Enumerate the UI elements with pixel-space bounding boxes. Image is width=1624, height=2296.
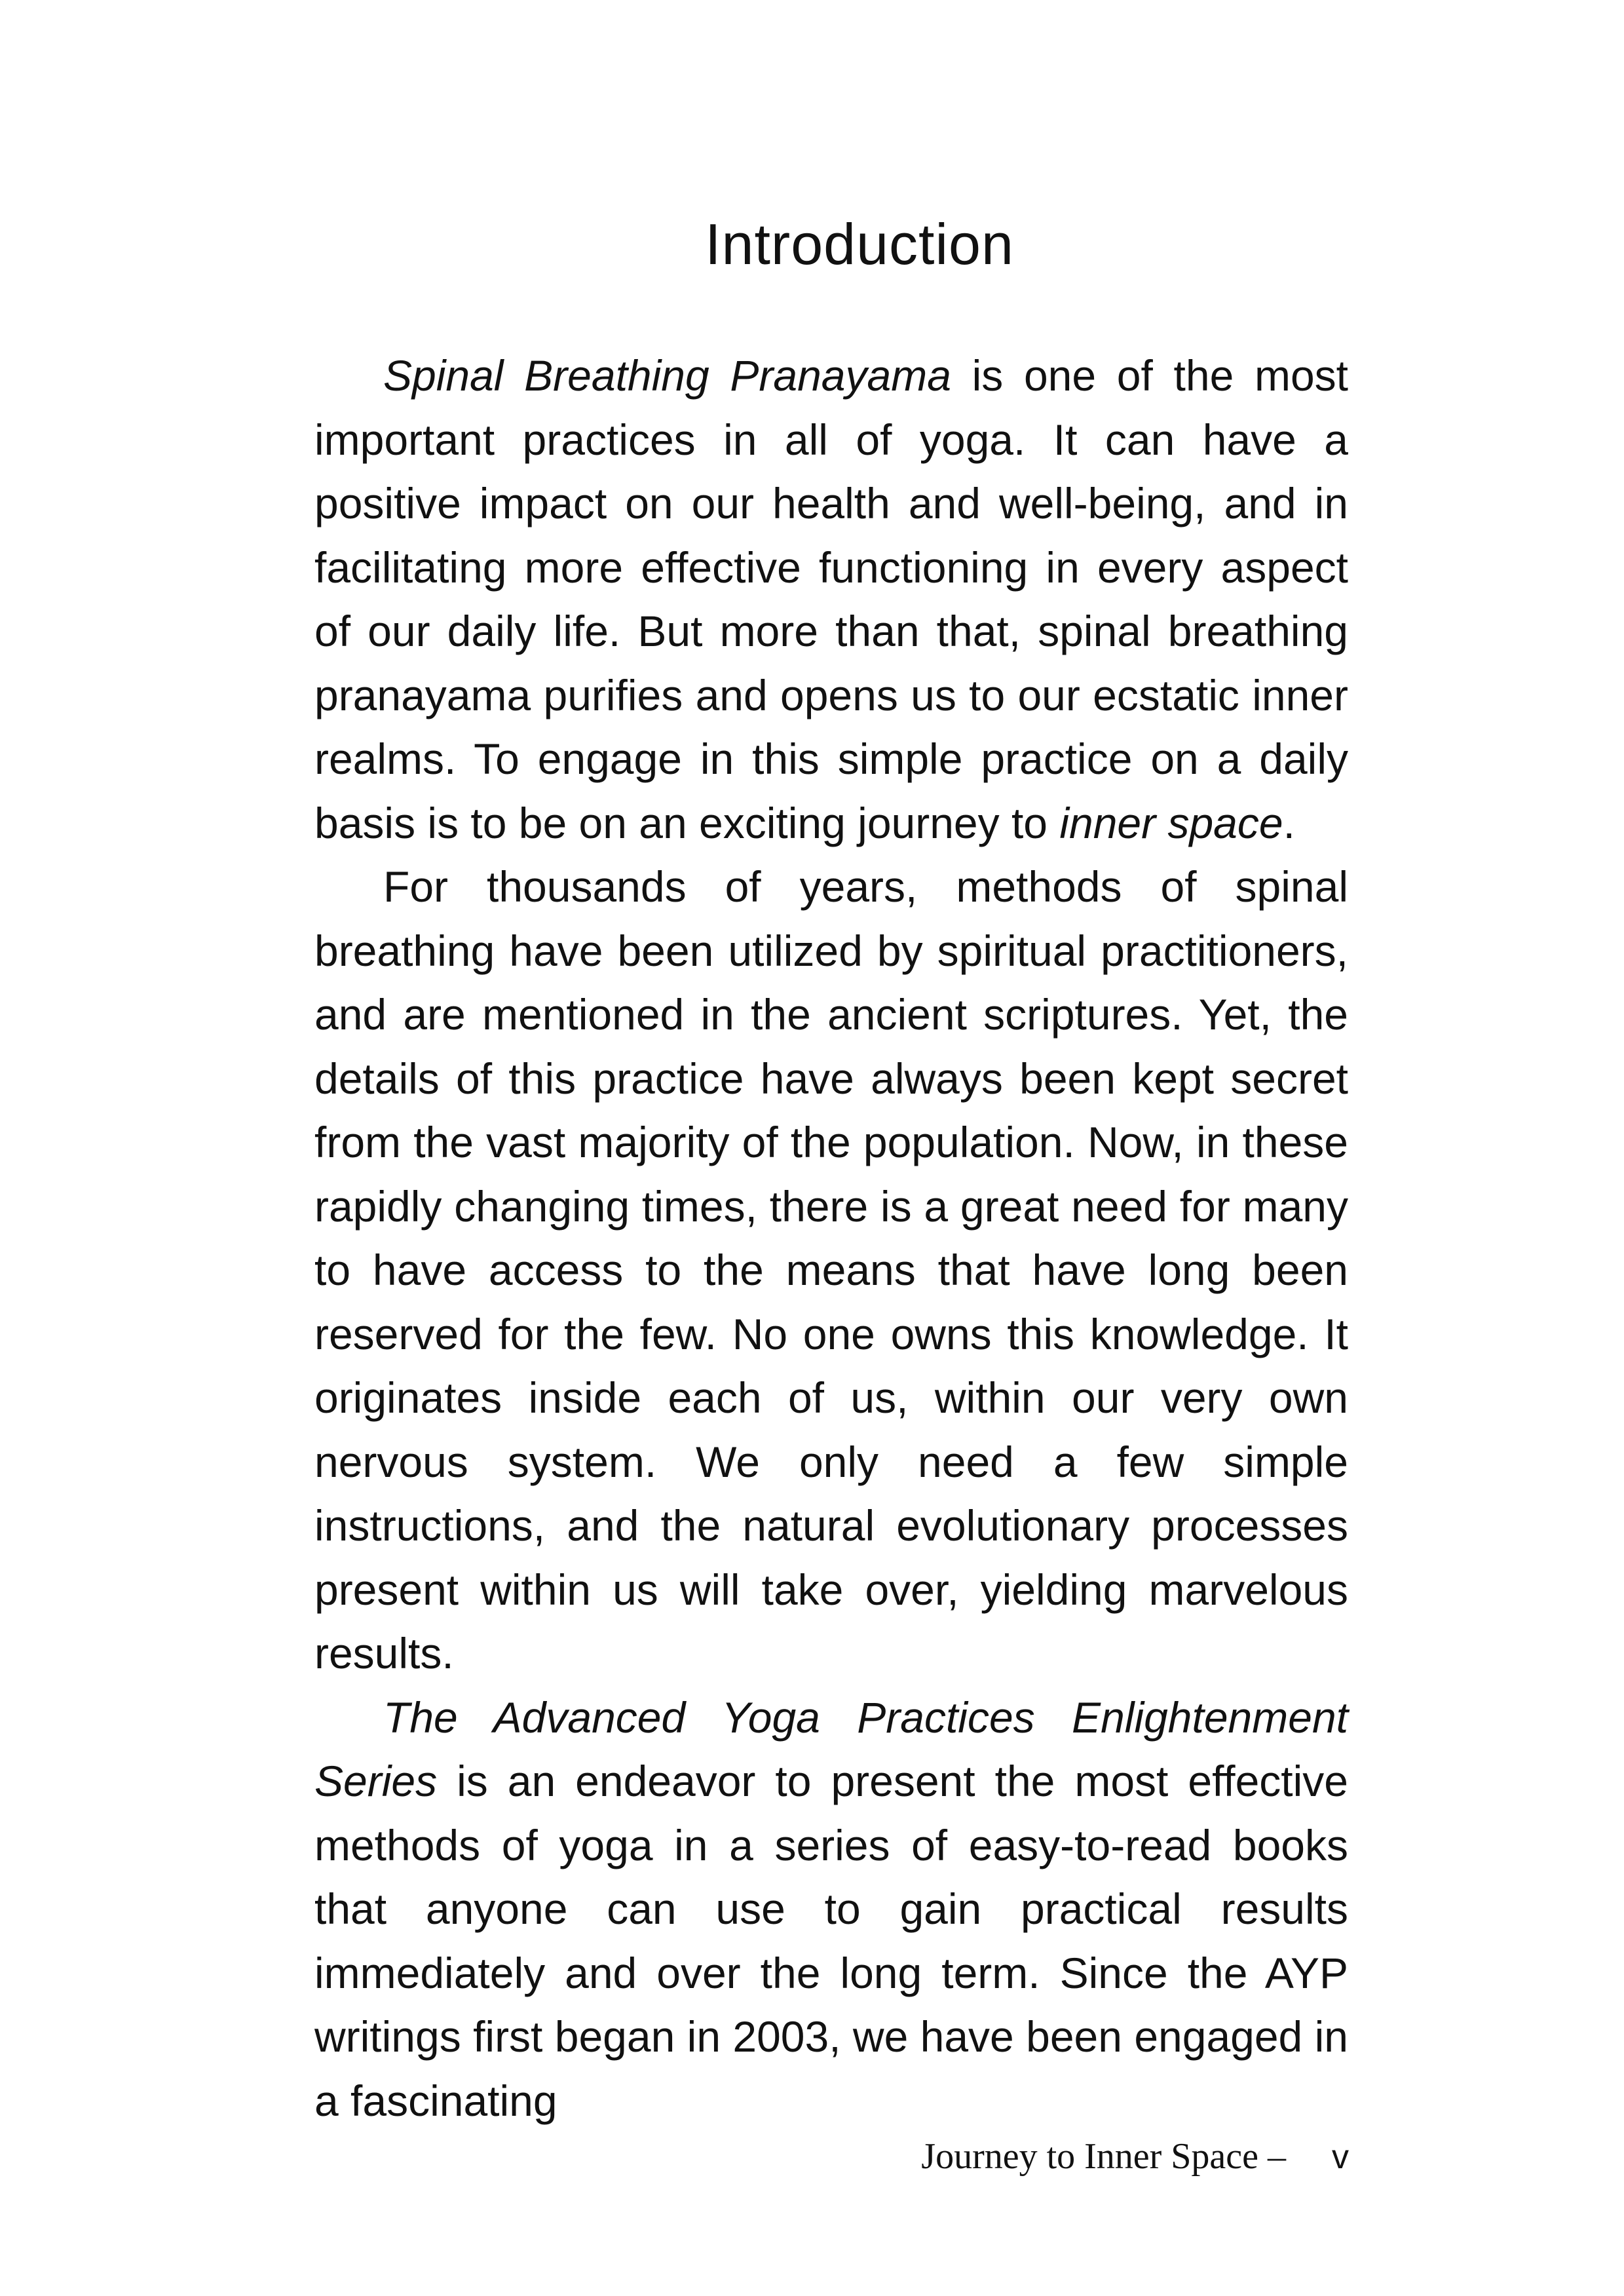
- paragraph-3: [314, 1686, 1348, 2133]
- paragraph-1: [314, 344, 1348, 855]
- paragraph-1-tail-text: .: [1283, 798, 1295, 847]
- paragraph-1-tail-italic: inner space: [1059, 798, 1283, 847]
- paragraph-1-text: is one of the most important practices in all of yoga. It can have a positive impact on our health and well-being, and in facilitating more effective functioning in every aspect of our daily life. But more than that, spinal breathing pranayama purifies and opens us to our ecstatic inner realms. To engage in this simple practice on a daily basis is to be on an exciting journey to: [314, 351, 1348, 847]
- chapter-title: Introduction: [705, 212, 1014, 277]
- paragraph-1-lead-italic: Spinal Breathing Pranayama: [383, 351, 951, 400]
- paragraph-2: [314, 855, 1348, 1686]
- body-text: [314, 344, 1348, 2133]
- paragraph-3-text: is an endeavor to present the most effective methods of yoga in a series of easy-to-read books that anyone can use to gain practical results immediately and over the long term. Since the AYP writings first began in 2003, we have been engaged in a fascinating: [314, 1757, 1348, 2125]
- page-footer: [921, 2133, 1349, 2180]
- paragraph-2-text: For thousands of years, methods of spinal breathing have been utilized by spiritual practitioners, and are mentioned in the ancient scriptures. Yet, the details of this practice have always been kept secret from the vast majority of the population. Now, in these rapidly changing times, there is a great need for many to have access to the means that have long been reserved for the few. No one owns this knowledge. It originates inside each of us, within our very own nervous system. We only need a few simple instructions, and the natural evolutionary processes present within us will take over, yielding marvelous results.: [314, 862, 1348, 1677]
- paragraph-3-lead-italic: The Advanced Yoga Practices Enlightenment Series: [314, 1693, 1348, 1805]
- running-title: Journey to Inner Space –: [921, 2136, 1286, 2177]
- page-number: v: [1332, 2138, 1349, 2176]
